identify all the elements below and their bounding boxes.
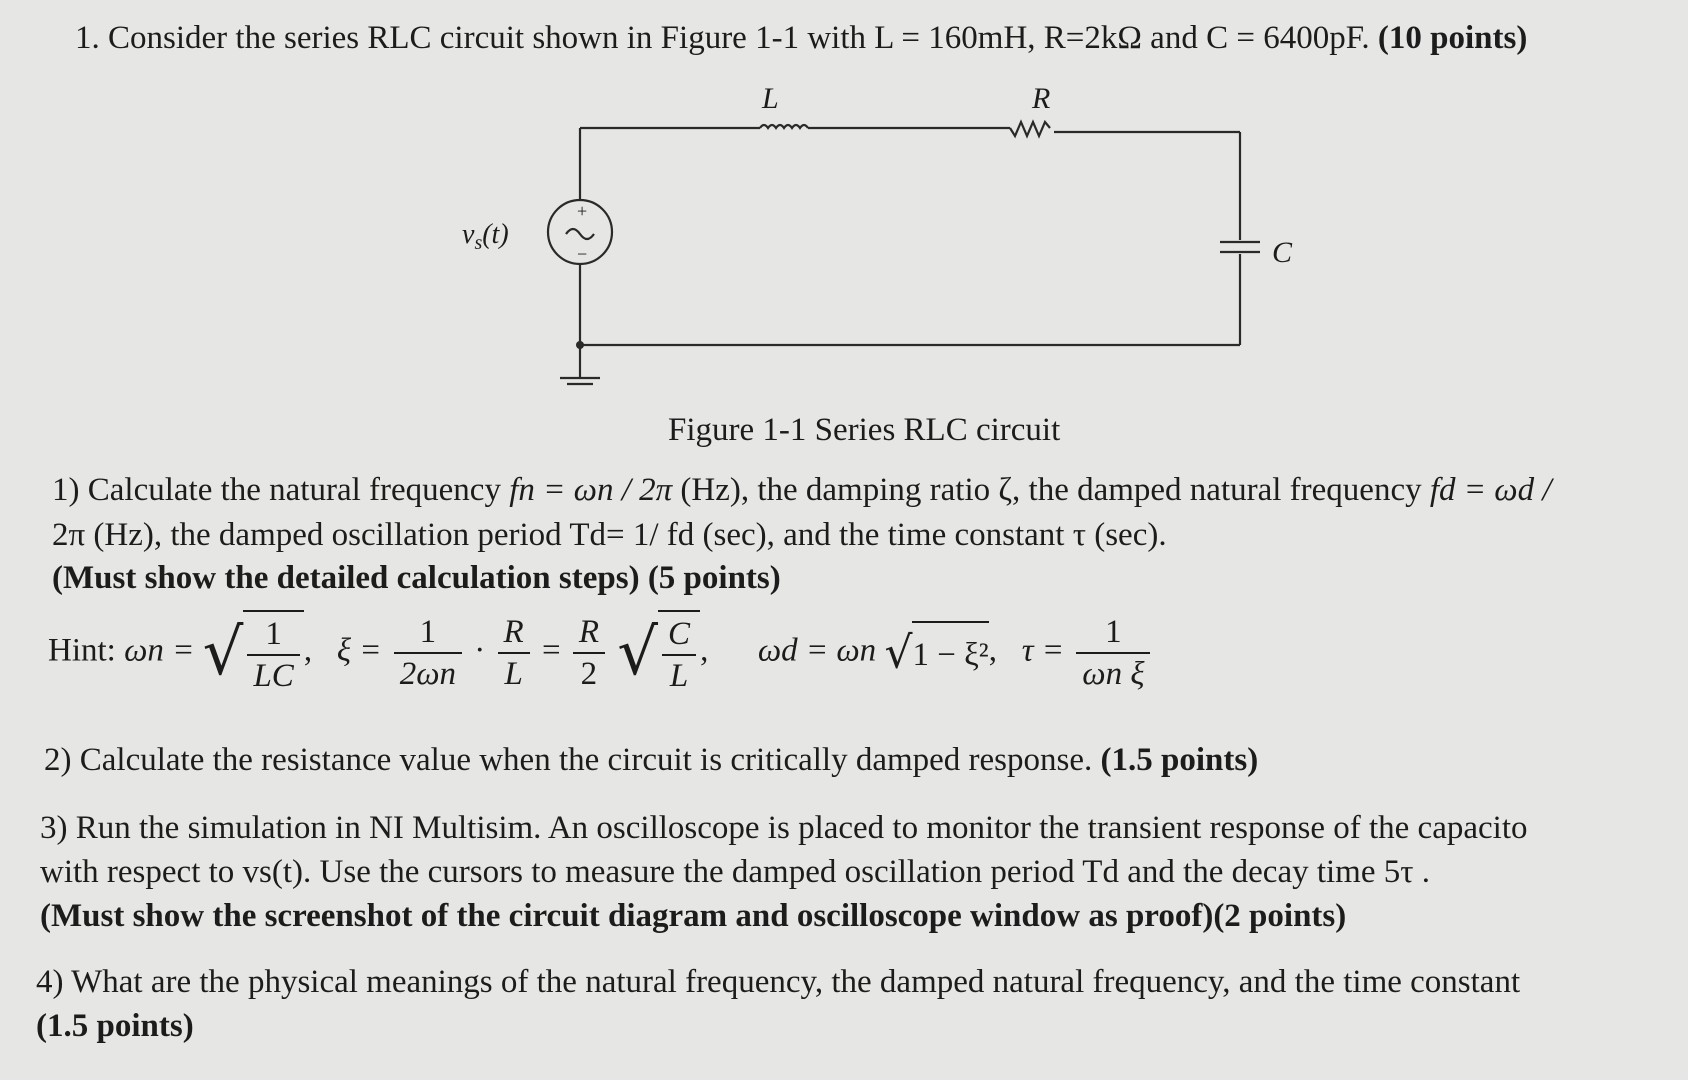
figure-caption: Figure 1-1 Series RLC circuit xyxy=(668,412,1061,448)
inductor-symbol xyxy=(760,125,808,128)
part-3-requirement: (Must show the screenshot of the circuit diagram and oscilloscope window as proof)(2 points) xyxy=(40,898,1347,934)
part-3-line-2: with respect to vs(t). Use the cursors to measure the damped oscillation period Td and the decay time 5τ . xyxy=(40,854,1431,890)
hint-label: Hint: xyxy=(48,632,116,669)
part-1-requirement: (Must show the detailed calculation steps) (5 points) xyxy=(52,560,781,596)
part-4-line-1: 4) What are the physical meanings of the natural frequency, the damped natural frequency, and the time constant xyxy=(36,964,1521,1000)
fn-expression: fn = ωn / 2π xyxy=(509,472,673,508)
label-R: R xyxy=(1032,82,1051,115)
part-1-line-2: 2π (Hz), the damped oscillation period Td= 1/ fd (sec), and the time constant τ (sec). xyxy=(52,517,1167,553)
part-3-line-1: 3) Run the simulation in NI Multisim. An oscilloscope is placed to monitor the transient response of the capacito xyxy=(40,810,1528,846)
svg-text:vs(t) xyxy=(462,219,509,254)
wd-expression: ωd = ωn xyxy=(757,632,877,669)
fd-expression: fd = ωd / xyxy=(1429,472,1552,508)
label-C: C xyxy=(1272,236,1293,269)
svg-text:+: + xyxy=(577,201,588,221)
sqrt-C-over-L: √ $\frac{C}{L}$ xyxy=(617,610,700,696)
question-1-points: (10 points) xyxy=(1377,20,1528,56)
label-L: L xyxy=(762,82,779,115)
part-2: 2) Calculate the resistance value when the circuit is critically damped response. (1.5 points) xyxy=(44,742,1259,778)
hint-formulas: Hint: ωn = √ $\frac{1}{LC}$ , ξ = $\frac{1}{2\omega n}$ · $\frac{R}{L}$ = $\frac{R}{2}$ √ $\frac{C}{L}$ , ωd = ωn √1 − ξ², τ = $\frac{1}{\text{ωn ξ}}$ xyxy=(48,610,1154,696)
svg-text:−: − xyxy=(577,244,588,264)
part-1-line-1: 1) Calculate the natural frequency fn = ωn / 2π (Hz), the damping ratio ζ, the damped natural frequency fd = ωd / xyxy=(52,472,1552,508)
label-vs: v xyxy=(462,219,475,250)
label-vs-sub: s xyxy=(474,232,483,254)
resistor-symbol xyxy=(1010,122,1050,136)
part-4-points: (1.5 points) xyxy=(36,1008,194,1044)
sqrt-1-over-LC: √ $\frac{1}{LC}$ xyxy=(203,610,304,696)
question-1-text: 1. Consider the series RLC circuit shown in Figure 1-1 with L = 160mH, R=2kΩ and C = 6400pF. xyxy=(75,20,1370,56)
label-vs-arg: (t) xyxy=(482,219,509,250)
